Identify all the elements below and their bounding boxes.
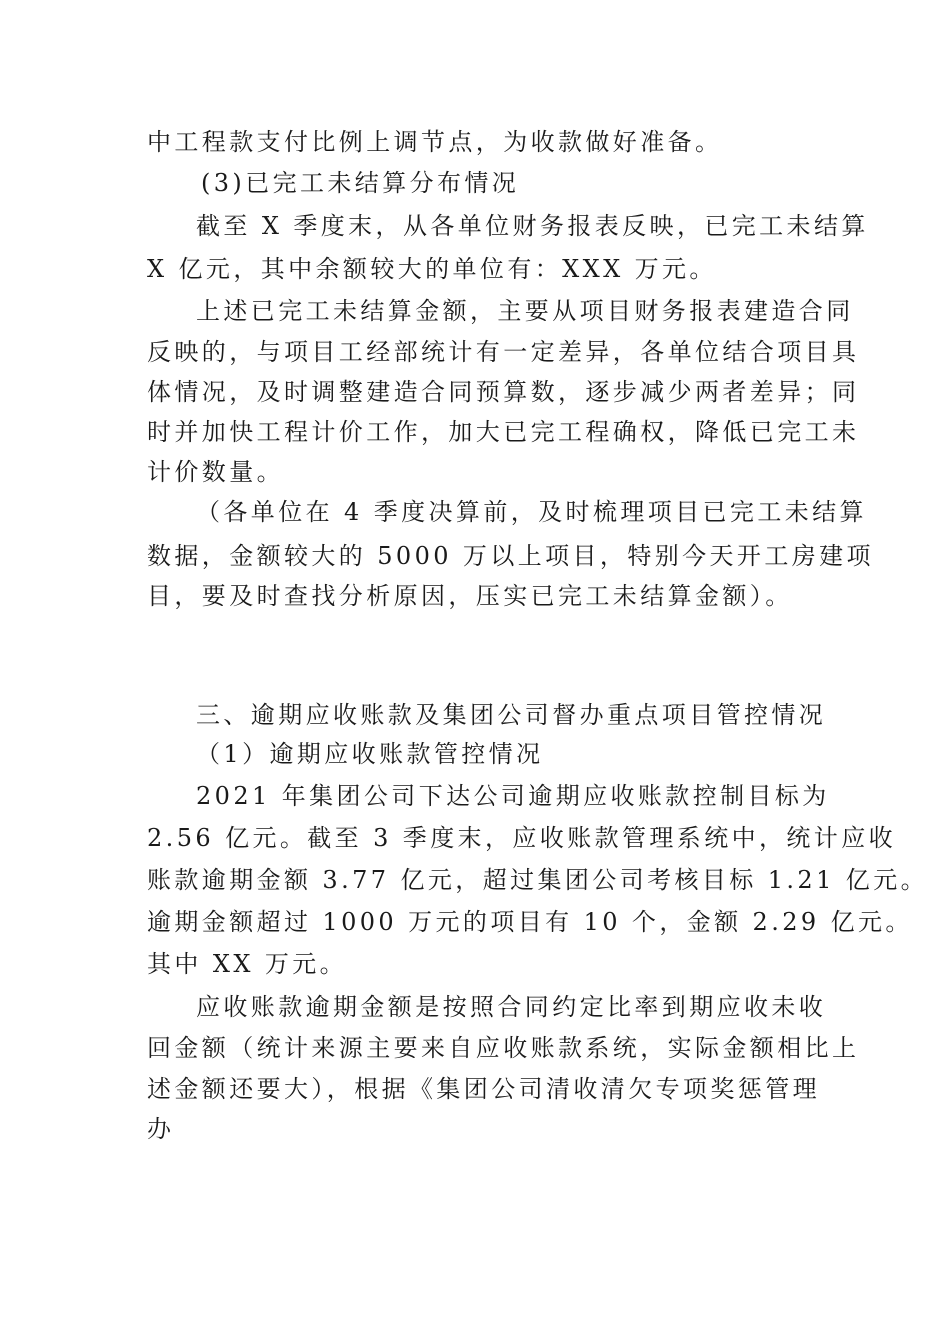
- text-line: 上述已完工未结算金额，主要从项目财务报表建造合同: [196, 297, 854, 325]
- text-line: 逾期金额超过 1000 万元的项目有 10 个，金额 2.29 亿元。: [147, 908, 913, 936]
- text-line: 截至 X 季度末，从各单位财务报表反映，已完工未结算: [196, 212, 869, 240]
- text-line: 其中 XX 万元。: [147, 950, 348, 978]
- text-line: X 亿元，其中余额较大的单位有：XXX 万元。: [147, 255, 717, 283]
- text-line: 应收账款逾期金额是按照合同约定比率到期应收未收: [196, 993, 827, 1021]
- text-line: 回金额（统计来源主要来自应收账款系统，实际金额相比上: [147, 1034, 860, 1062]
- text-line: 时并加快工程计价工作，加大已完工程确权，降低已完工未: [147, 418, 860, 446]
- section-heading: 三、逾期应收账款及集团公司督办重点项目管控情况: [196, 701, 827, 729]
- text-line: 2021 年集团公司下达公司逾期应收账款控制目标为: [196, 782, 830, 810]
- text-line: 体情况，及时调整建造合同预算数，逐步减少两者差异；同: [147, 378, 860, 406]
- text-line: 2.56 亿元。截至 3 季度末，应收账款管理系统中，统计应收: [147, 824, 896, 852]
- text-line: 中工程款支付比例上调节点，为收款做好准备。: [147, 128, 723, 156]
- text-line: 目，要及时查找分析原因，压实已完工未结算金额）。: [147, 582, 793, 610]
- text-line: 数据，金额较大的 5000 万以上项目，特别今天开工房建项: [147, 542, 874, 570]
- subheading: （1）逾期应收账款管控情况: [196, 740, 544, 768]
- text-line: 述金额还要大），根据《集团公司清收清欠专项奖惩管理: [147, 1075, 820, 1103]
- text-line: 反映的，与项目工经部统计有一定差异，各单位结合项目具: [147, 338, 860, 366]
- text-line: （各单位在 4 季度决算前，及时梳理项目已完工未结算: [196, 498, 867, 526]
- text-line: 账款逾期金额 3.77 亿元，超过集团公司考核目标 1.21 亿元。: [147, 866, 928, 894]
- subheading: (3)已完工未结算分布情况: [201, 169, 520, 197]
- text-line: 计价数量。: [147, 458, 284, 486]
- text-line: 办: [147, 1115, 175, 1143]
